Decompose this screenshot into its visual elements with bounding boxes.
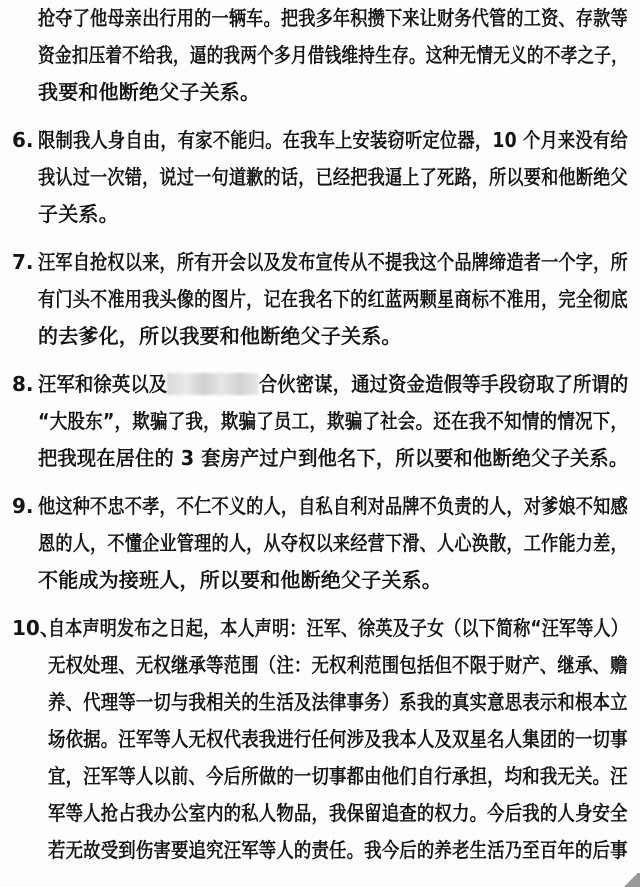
item-number: 7.	[12, 250, 34, 274]
page-curl-shadow	[622, 873, 640, 887]
text-line: 无权处理、无权继承等范围（注：无权利范围包括但不限于财产、继承、赡	[48, 653, 628, 677]
text-line	[38, 372, 628, 396]
item-number: 6.	[12, 128, 34, 152]
text-line: 自本声明发布之日起，本人声明：汪军、徐英及子女（以下简称“汪军等人）	[48, 616, 628, 640]
text-line: 汪军自抢权以来，所有开会以及发布宣传从不提我这个品牌缔造者一个字，所	[38, 250, 628, 274]
item-number: 9.	[12, 494, 34, 518]
text-line: 我认过一次错，说过一句道歉的话，已经把我逼上了死路，所以要和他断绝父	[38, 165, 628, 189]
text-line: 军等人抢占我办公室内的私人物品，我保留追查的权力。今后我的人身安全	[48, 801, 628, 825]
text-line: 有门头不准用我头像的图片，记在我名下的红蓝两颗星商标不准用，完全彻底	[38, 287, 628, 311]
text-segment: 合伙密谋，通过资金造假等手段窃取了所谓的	[258, 372, 629, 396]
text-line: 资金扣压着不给我，逼的我两个多月借钱维持生存。这种无情无义的不孝之子，	[38, 43, 628, 67]
text-line: 限制我人身自由，有家不能归。在我车上安装窃听定位器，10 个月来没有给	[38, 128, 628, 152]
text-segment: 汪军和徐英以及	[38, 372, 168, 396]
text-line: 抢夺了他母亲出行用的一辆车。把我多年积攒下来让财务代管的工资、存款等	[38, 6, 628, 30]
item-number: 8.	[12, 372, 34, 396]
text-line: 场依据。汪军等人无权代表我进行任何涉及我本人及双星名人集团的一切事	[48, 727, 628, 751]
text-line: 恩的人，不懂企业管理的人，从夺权以来经营下滑、人心涣散，工作能力差，	[38, 531, 628, 555]
text-line: 不能成为接班人，所以要和他断绝父子关系。	[38, 568, 442, 592]
text-line: 宜，汪军等人以前、今后所做的一切事都由他们自行承担，均和我无关。汪	[48, 764, 628, 788]
text-line: 养、代理等一切与我相关的生活及法律事务）系我的真实意思表示和根本立	[48, 690, 628, 714]
text-line: “大股东”，欺骗了我，欺骗了员工，欺骗了社会。还在我不知情的情况下，	[38, 409, 629, 433]
text-line: 的去爹化，所以我要和他断绝父子关系。	[38, 324, 402, 348]
redacted-region	[167, 373, 258, 395]
text-line: 把我现在居住的 3 套房产过户到他名下，所以要和他断绝父子关系。	[38, 446, 629, 470]
text-line: 若无故受到伤害要追究汪军等人的责任。我今后的养老生活乃至百年的后事	[48, 838, 628, 862]
item-number: 10、	[12, 616, 60, 640]
text-line: 子关系。	[38, 202, 119, 226]
text-line: 他这种不忠不孝，不仁不义的人，自私自利对品牌不负责的人，对爹娘不知感	[38, 494, 628, 518]
text-line: 我要和他断绝父子关系。	[38, 80, 261, 104]
